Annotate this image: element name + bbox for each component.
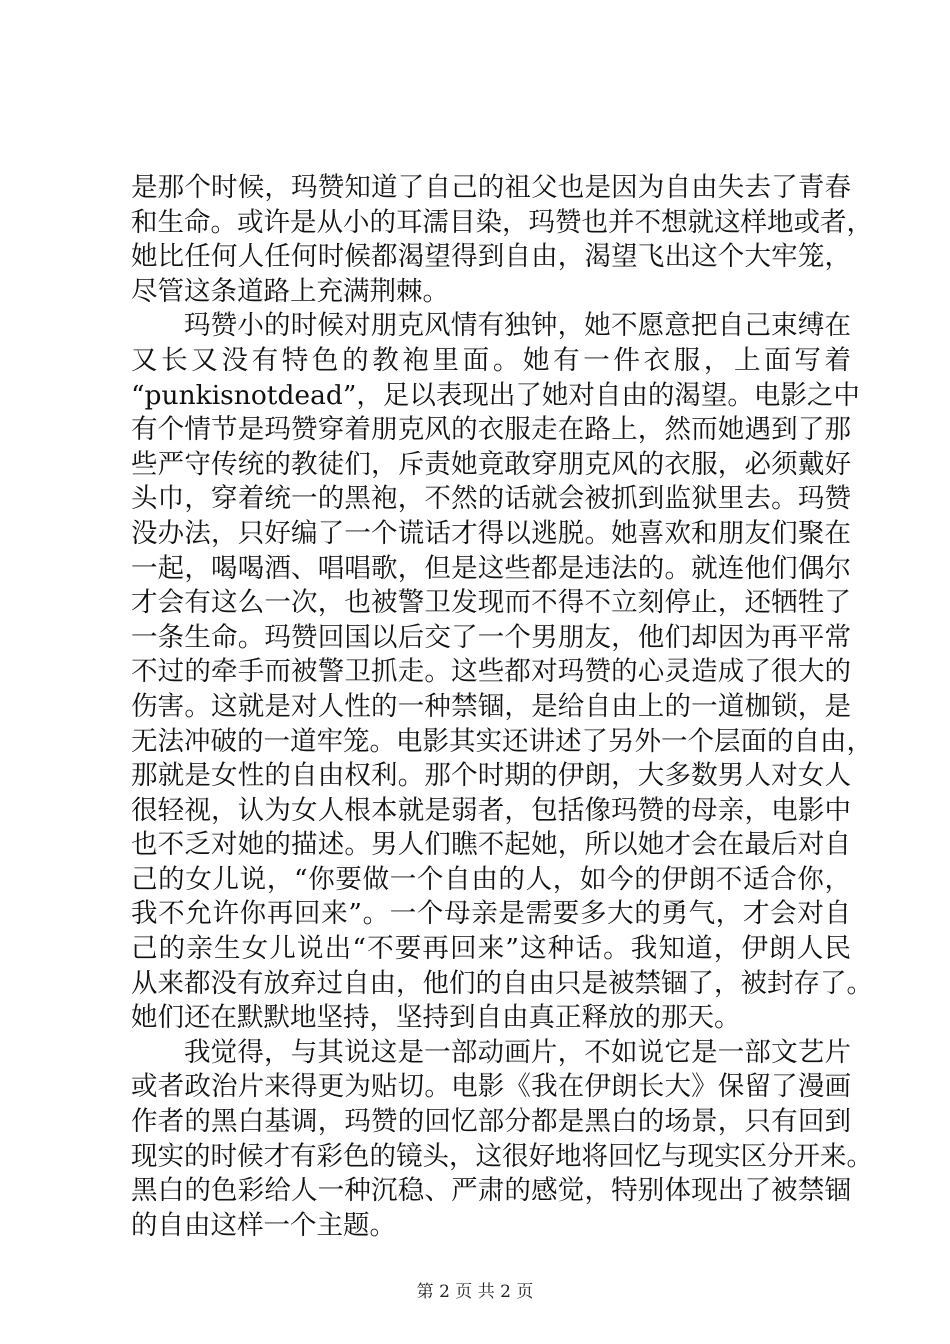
text-line: 作者的黑白基调，玛赞的回忆部分都是黑白的场景，只有回到 — [131, 1106, 851, 1138]
text-line: 她们还在默默地坚持，坚持到自由真正释放的那天。 — [131, 1002, 741, 1034]
text-line: 我不允许你再回来”。一个母亲是需要多大的勇气，才会对自 — [131, 898, 851, 930]
text-line: 没办法，只好编了一个谎话才得以逃脱。她喜欢和朋友们聚在 — [131, 517, 851, 549]
text-line: 现实的时候才有彩色的镜头，这很好地将回忆与现实区分开来。 — [131, 1140, 873, 1172]
text-line: “punkisnotdead”，足以表现出了她对自由的渴望。电影之中 — [131, 379, 860, 411]
text-line: 些严守传统的教徒们，斥责她竟敢穿朋克风的衣服，必须戴好 — [131, 448, 851, 480]
text-line: 有个情节是玛赞穿着朋克风的衣服走在路上，然而她遇到了那 — [131, 414, 851, 446]
text-line: 是那个时候，玛赞知道了自己的祖父也是因为自由失去了青春 — [131, 172, 851, 203]
text-line: 的自由这样一个主题。 — [131, 1209, 396, 1241]
text-line: 一起，喝喝酒、唱唱歌，但是这些都是违法的。就连他们偶尔 — [131, 552, 851, 584]
text-line: 无法冲破的一道牢笼。电影其实还讲述了另外一个层面的自由， — [131, 725, 873, 757]
text-line: 才会有这么一次，也被警卫发现而不得不立刻停止，还牺牲了 — [131, 587, 851, 619]
paragraph-start-line: 玛赞小的时候对朋克风情有独钟，她不愿意把自己束缚在 — [184, 310, 851, 342]
text-line: 尽管这条道路上充满荆棘。 — [131, 275, 449, 307]
page-number-footer: 第 2 页 共 2 页 — [416, 1282, 534, 1302]
text-line: 黑白的色彩给人一种沉稳、严肃的感觉，特别体现出了被禁锢 — [131, 1175, 851, 1207]
text-line: 她比任何人任何时候都渴望得到自由，渴望飞出这个大牢笼， — [131, 241, 851, 273]
text-line: 一条生命。玛赞回国以后交了一个男朋友，他们却因为再平常 — [131, 621, 851, 653]
text-line: 那就是女性的自由权利。那个时期的伊朗，大多数男人对女人 — [131, 760, 851, 792]
text-line: 又长又没有特色的教袍里面。她有一件衣服，上面写着 — [131, 344, 851, 376]
text-line: 不过的牵手而被警卫抓走。这些都对玛赞的心灵造成了很大的 — [131, 656, 851, 688]
body-text — [131, 171, 873, 1243]
text-line: 也不乏对她的描述。男人们瞧不起她，所以她才会在最后对自 — [131, 829, 851, 861]
text-line: 己的女儿说，“你要做一个自由的人，如今的伊朗不适合你， — [131, 863, 851, 895]
text-line: 己的亲生女儿说出“不要再回来”这种话。我知道，伊朗人民 — [131, 933, 851, 965]
text-line: 伤害。这就是对人性的一种禁锢，是给自由上的一道枷锁，是 — [131, 690, 851, 722]
text-line: 很轻视，认为女人根本就是弱者，包括像玛赞的母亲，电影中 — [131, 794, 851, 826]
text-line: 和生命。或许是从小的耳濡目染，玛赞也并不想就这样地或者， — [131, 206, 873, 238]
paragraph-start-line: 我觉得，与其说这是一部动画片，不如说它是一部文艺片 — [184, 1036, 851, 1068]
text-line: 或者政治片来得更为贴切。电影《我在伊朗长大》保留了漫画 — [131, 1071, 851, 1103]
text-line: 头巾，穿着统一的黑袍，不然的话就会被抓到监狱里去。玛赞 — [131, 483, 851, 515]
text-line: 从来都没有放弃过自由，他们的自由只是被禁锢了，被封存了。 — [131, 967, 873, 999]
